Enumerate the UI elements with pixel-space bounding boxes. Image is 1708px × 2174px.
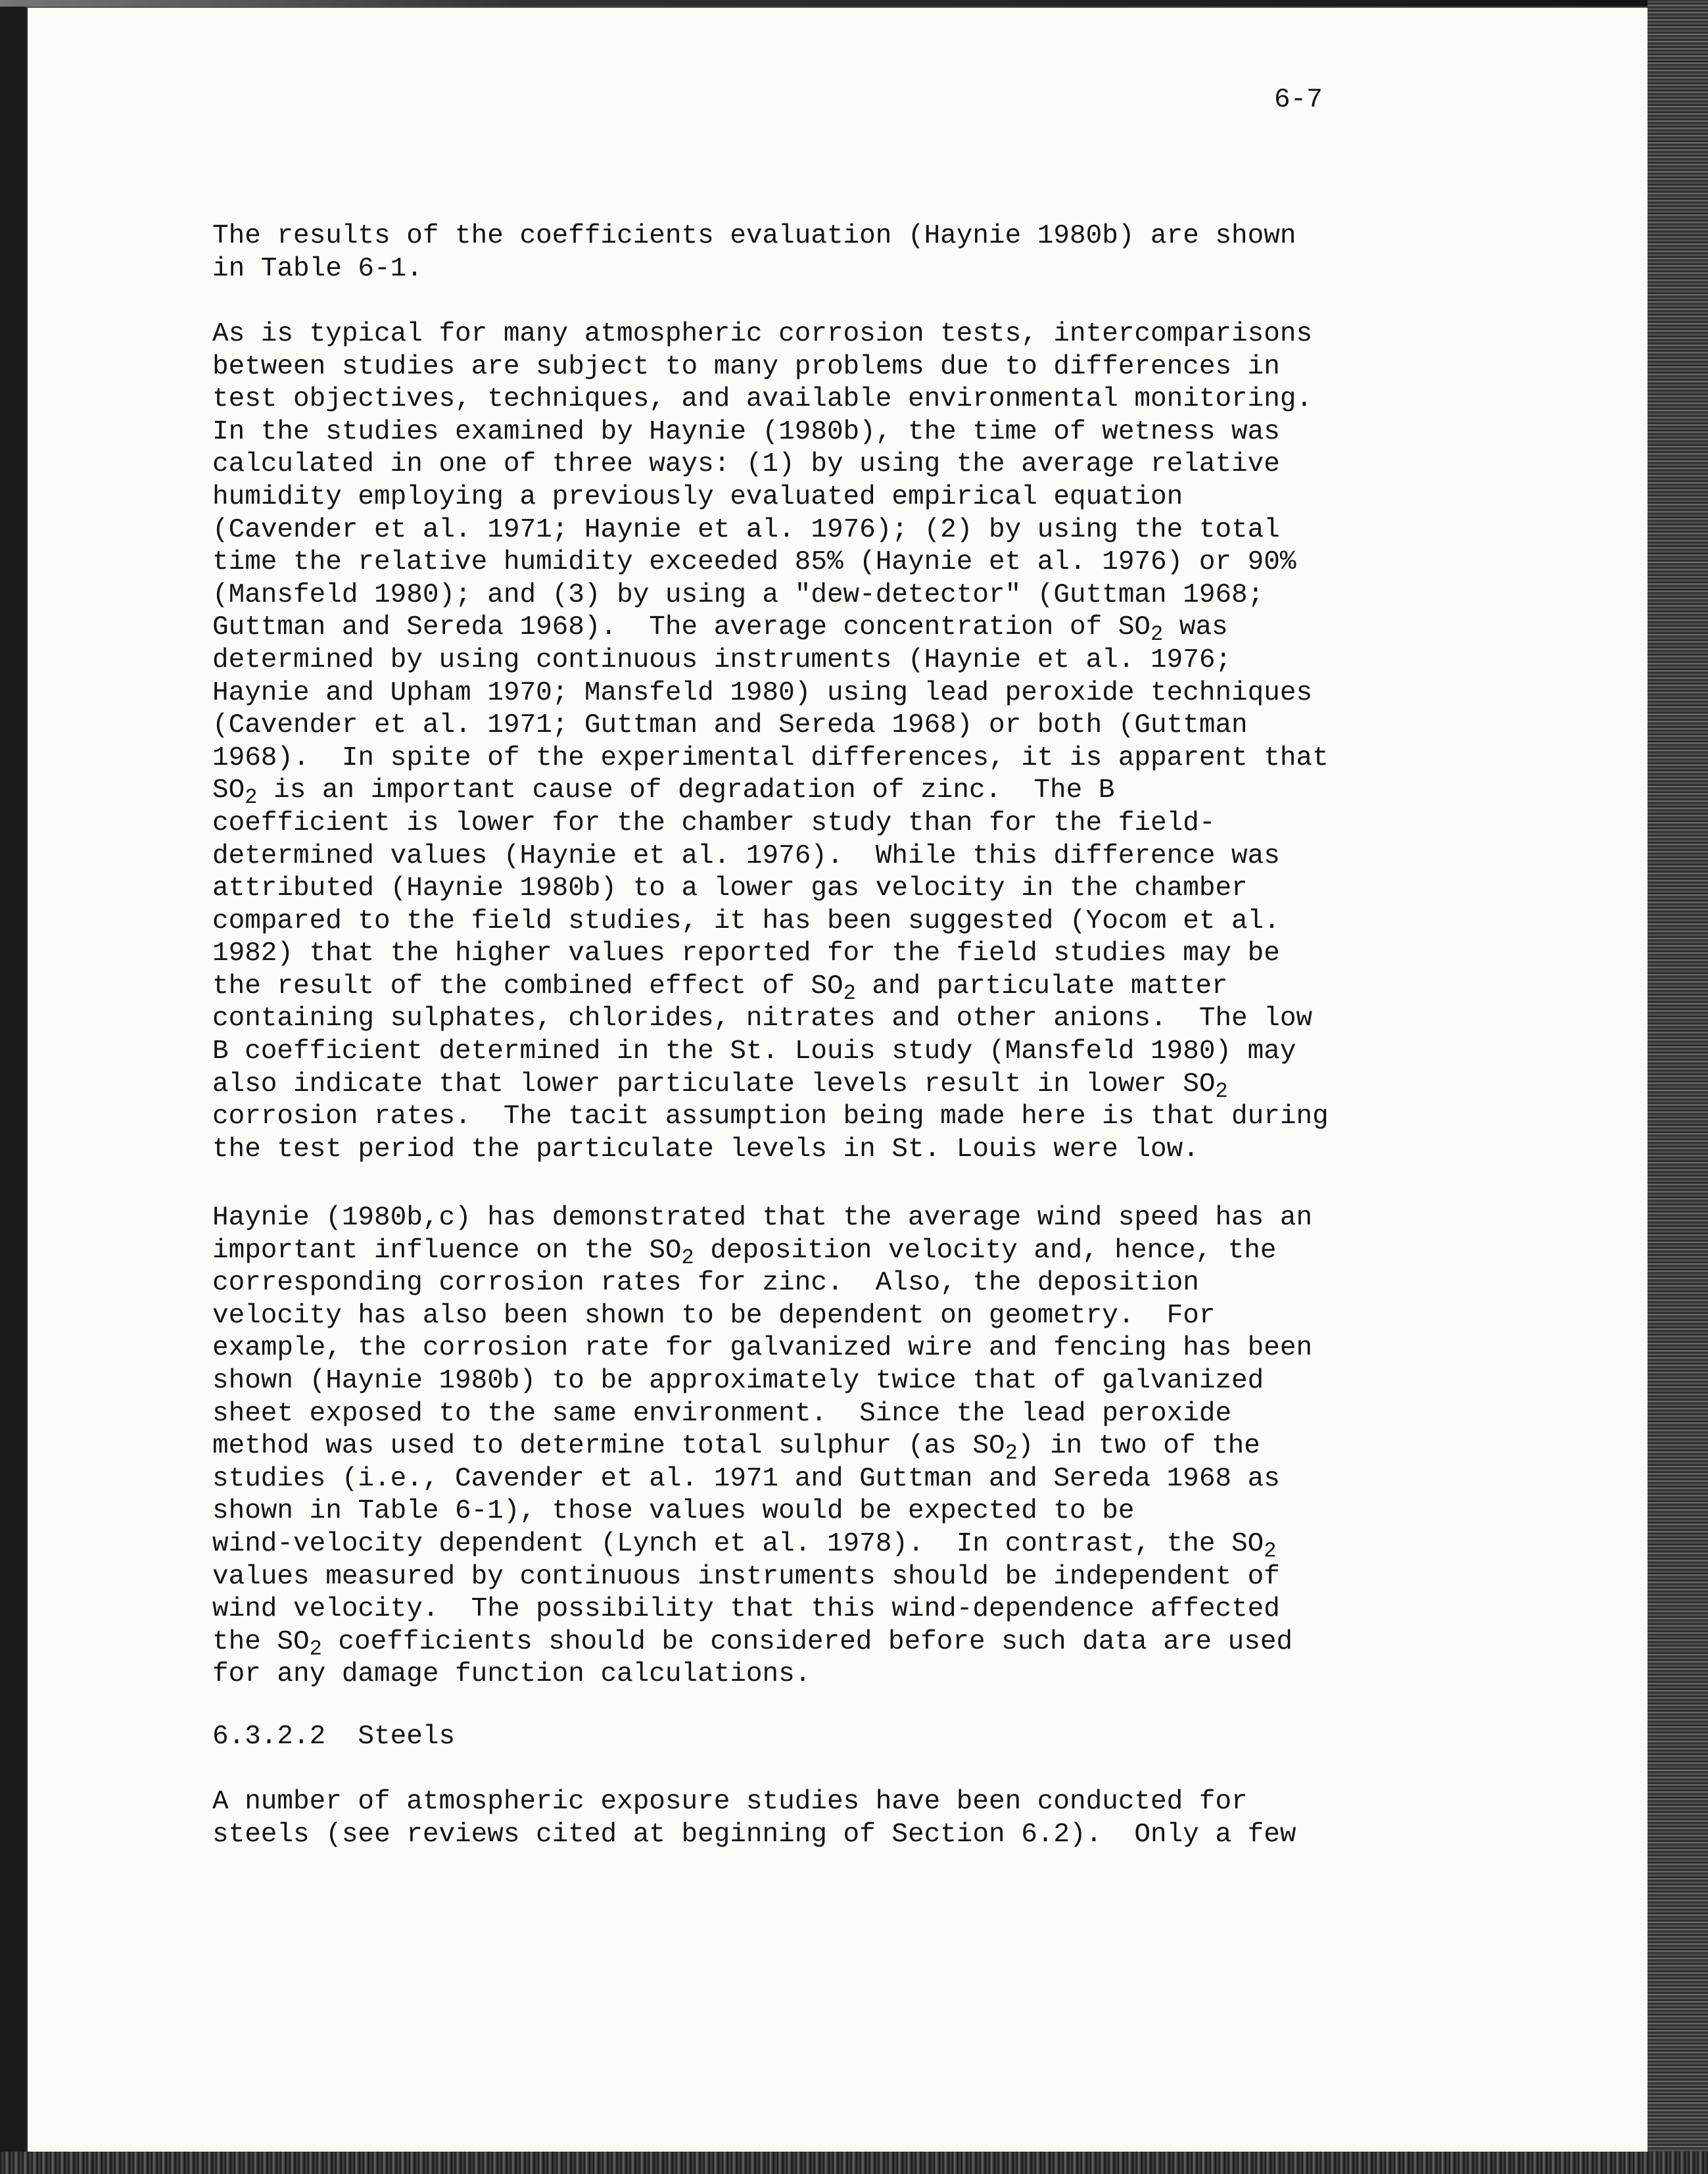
text-line: A number of atmospheric exposure studies have been conducted for: [212, 1787, 1248, 1817]
text-line: Guttman and Sereda 1968). The average concentration of $SO_2$ was: [212, 612, 1228, 647]
text-line: velocity has also been shown to be dependent on geometry. For: [212, 1300, 1216, 1331]
text-line: (Cavender et al. 1971; Haynie et al. 1976); (2) by using the total: [212, 514, 1280, 545]
text-line: attributed (Haynie 1980b) to a lower gas velocity in the chamber: [212, 873, 1248, 904]
text-line: containing sulphates, chlorides, nitrates and other anions. The low: [212, 1003, 1313, 1034]
text-line: Haynie and Upham 1970; Mansfeld 1980) using lead peroxide techniques: [212, 677, 1313, 708]
text-line: also indicate that lower particulate levels result in lower $SO_2$: [212, 1069, 1228, 1103]
text-line: method was used to determine total sulphur (as $SO_2$) in two of the: [212, 1431, 1260, 1466]
text-line: corrosion rates. The tacit assumption being made here is that during: [212, 1101, 1329, 1132]
text-line: calculated in one of three ways: (1) by using the average relative: [212, 449, 1280, 480]
text-line: In the studies examined by Haynie (1980b), the time of wetness was: [212, 416, 1280, 447]
text-line: studies (i.e., Cavender et al. 1971 and Guttman and Sereda 1968 as: [212, 1463, 1280, 1494]
text-line: 1982) that the higher values reported for the field studies may be: [212, 938, 1280, 969]
section-heading: 6.3.2.2 Steels: [212, 1722, 456, 1752]
text-line: determined by using continuous instruments (Haynie et al. 1976;: [212, 644, 1232, 675]
text-line: the test period the particulate levels in St. Louis were low.: [212, 1134, 1199, 1165]
text-line: steels (see reviews cited at beginning of Section 6.2). Only a few: [212, 1819, 1296, 1850]
text-line: As is typical for many atmospheric corrosion tests, intercomparisons: [212, 319, 1313, 349]
text-line: wind velocity. The possibility that this wind-dependence affected: [212, 1594, 1280, 1625]
text-line: The results of the coefficients evaluation (Haynie 1980b) are shown: [212, 221, 1296, 251]
text-line: compared to the field studies, it has been suggested (Yocom et al.: [212, 906, 1280, 936]
text-line: between studies are subject to many problems due to differences in: [212, 351, 1280, 382]
text-line: shown in Table 6-1), those values would be expected to be: [212, 1496, 1135, 1527]
text-line: wind-velocity dependent (Lynch et al. 1978). In contrast, the $SO_2$: [212, 1528, 1277, 1563]
text-line: humidity employing a previously evaluated empirical equation: [212, 481, 1183, 512]
scan-right-edge: [1648, 0, 1708, 2174]
text-line: sheet exposed to the same environment. Since the lead peroxide: [212, 1398, 1232, 1429]
text-line: B coefficient determined in the St. Louis study (Mansfeld 1980) may: [212, 1036, 1296, 1067]
scan-bottom-edge: [0, 2152, 1708, 2174]
text-line: (Mansfeld 1980); and (3) by using a "dew-detector" (Guttman 1968;: [212, 579, 1264, 610]
text-line: in Table 6-1.: [212, 253, 423, 284]
text-line: important influence on the $SO_2$ deposition velocity and, hence, the: [212, 1235, 1277, 1270]
text-line: test objectives, techniques, and available environmental monitoring.: [212, 384, 1313, 415]
paragraph-1: [212, 220, 1296, 285]
text-line: the result of the combined effect of $SO_2$ and particulate matter: [212, 971, 1228, 1005]
text-line: the $SO_2$ coefficients should be considered before such data are used: [212, 1626, 1293, 1661]
paragraph-2: [212, 318, 1329, 1166]
page-number: 6-7: [1274, 85, 1323, 115]
paragraph-3: [212, 1202, 1312, 1691]
text-line: (Cavender et al. 1971; Guttman and Sereda 1968) or both (Guttman: [212, 710, 1248, 741]
text-line: time the relative humidity exceeded 85% (Haynie et al. 1976) or 90%: [212, 547, 1296, 578]
paragraph-4: [212, 1786, 1296, 1851]
text-line: for any damage function calculations.: [212, 1659, 811, 1690]
text-line: shown (Haynie 1980b) to be approximately twice that of galvanized: [212, 1365, 1264, 1396]
text-line: 1968). In spite of the experimental differences, it is apparent that: [212, 742, 1329, 773]
text-line: values measured by continuous instruments should be independent of: [212, 1561, 1280, 1592]
text-line: Haynie (1980b,c) has demonstrated that the average wind speed has an: [212, 1203, 1313, 1233]
text-line: corresponding corrosion rates for zinc. Also, the deposition: [212, 1268, 1199, 1299]
text-line: determined values (Haynie et al. 1976). While this difference was: [212, 840, 1280, 871]
scan-top-edge: [0, 0, 1708, 7]
text-line: example, the corrosion rate for galvanized wire and fencing has been: [212, 1333, 1313, 1364]
text-line: coefficient is lower for the chamber study than for the field-: [212, 808, 1216, 838]
text-line: $SO_2$ is an important cause of degradation of zinc. The B: [212, 775, 1115, 810]
